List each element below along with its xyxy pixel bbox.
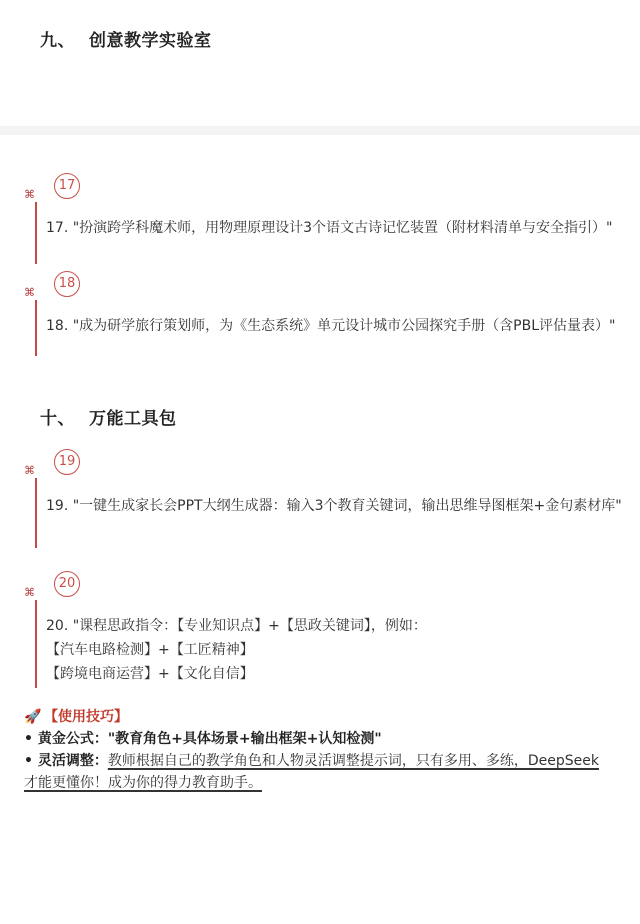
tip-flexible-adjust-cont: 才能更懂你！成为你的得力教育助手。: [24, 775, 262, 791]
prompt-text: 18. "成为研学旅行策划师，为《生态系统》单元设计城市公园探究手册（含PBL评估量表）": [46, 318, 616, 334]
command-icon: ⌘: [24, 586, 35, 599]
tip-golden-formula: • 黄金公式："教育角色+具体场景+输出框架+认知检测": [24, 731, 382, 747]
usage-tips: [24, 706, 624, 794]
command-icon: ⌘: [24, 286, 35, 299]
number-badge: 20: [54, 571, 80, 597]
quote-bar: [35, 478, 37, 548]
rocket-icon: 🚀: [24, 709, 42, 725]
number-badge: 18: [54, 271, 80, 297]
command-icon: ⌘: [24, 464, 35, 477]
prompt-text: 20. "课程思政指令：【专业知识点】+【思政关键词】，例如： 【汽车电路检测】+【工匠精神】 【跨境电商运营】+【文化自信】: [46, 618, 427, 682]
number-badge: 19: [54, 449, 80, 475]
tips-title: 🚀 【使用技巧】: [24, 706, 624, 728]
section-heading-10: 十、 万能工具包: [40, 409, 177, 429]
section-divider: [0, 126, 640, 135]
command-icon: ⌘: [24, 188, 35, 201]
prompt-text: 19. "一键生成家长会PPT大纲生成器：输入3个教育关键词，输出思维导图框架+金句素材库": [46, 498, 622, 514]
quote-bar: [35, 600, 37, 688]
tip-flexible-adjust: • 灵活调整：教师根据自己的教学角色和人物灵活调整提示词，只有多用、多练，DeepSeek: [24, 753, 599, 769]
number-badge: 17: [54, 173, 80, 199]
quote-bar: [35, 202, 37, 264]
prompt-text: 17. "扮演跨学科魔术师，用物理原理设计3个语文古诗记忆装置（附材料清单与安全指引）": [46, 220, 613, 236]
quote-bar: [35, 300, 37, 356]
section-heading-9: 九、 创意教学实验室: [40, 31, 212, 51]
